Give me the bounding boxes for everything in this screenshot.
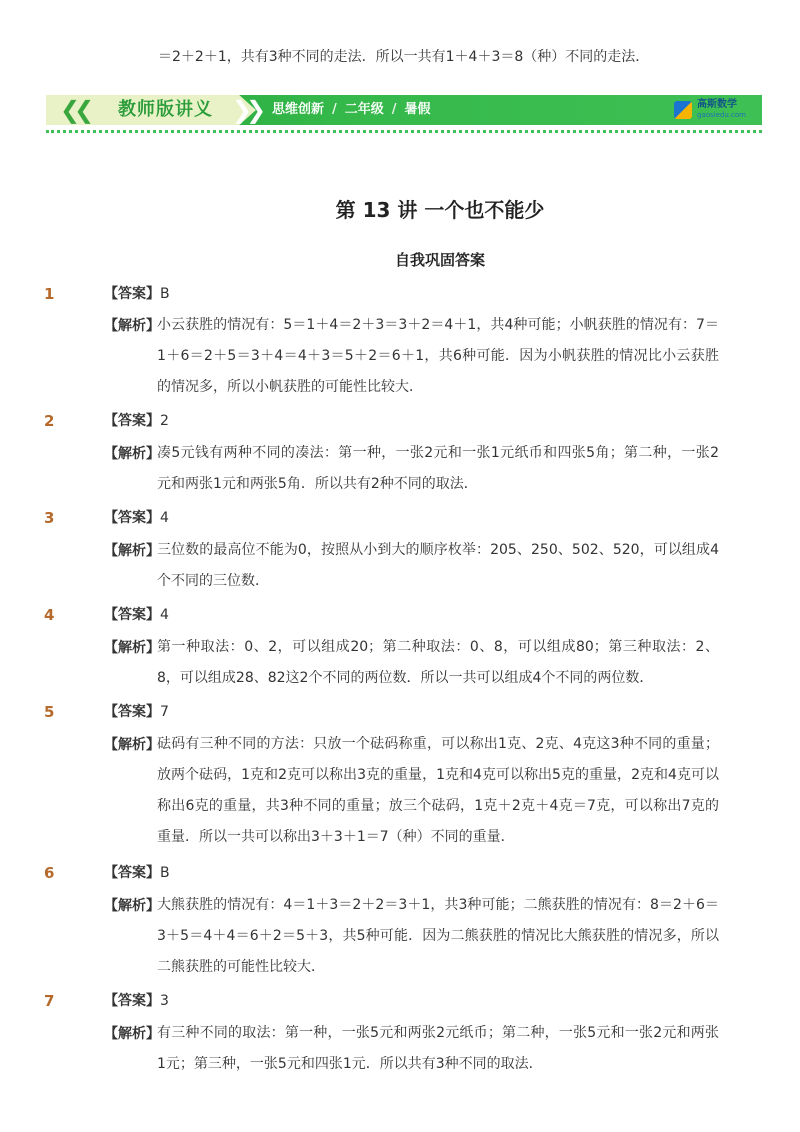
logo-url: gaosiedu.com xyxy=(697,111,746,119)
answer-tag: 【答案】 xyxy=(104,607,160,623)
header-banner xyxy=(46,95,762,125)
breadcrumb-separator: / xyxy=(391,102,397,117)
explain-tag: 【解析】 xyxy=(104,737,160,753)
answer-line xyxy=(104,604,169,626)
answer-tag: 【答案】 xyxy=(104,993,160,1009)
answer-value: 4 xyxy=(160,607,169,623)
answer-value: 3 xyxy=(160,993,169,1009)
answer-value: 2 xyxy=(160,413,169,429)
question-number: 7 xyxy=(44,992,55,1010)
answer-line xyxy=(104,862,170,884)
logo-icon xyxy=(674,101,692,119)
answer-tag: 【答案】 xyxy=(104,413,160,429)
answer-value: B xyxy=(160,286,170,302)
question-number: 2 xyxy=(44,412,55,430)
question-number: 1 xyxy=(44,285,55,303)
answer-tag: 【答案】 xyxy=(104,704,160,720)
answer-tag: 【答案】 xyxy=(104,510,160,526)
explain-text: 大熊获胜的情况有：4＝1＋3＝2＋2＝3＋1，共3种可能；二熊获胜的情况有：8＝2＋6＝3＋5＝4＋4＝6＋2＝5＋3，共5种可能．因为二熊获胜的情况比大熊获胜的情况多，所以二熊获胜的可能性比较大． xyxy=(157,897,719,975)
explain-tag: 【解析】 xyxy=(104,1026,160,1042)
breadcrumb xyxy=(272,101,431,119)
question-number: 3 xyxy=(44,509,55,527)
section-title: 自我巩固答案 xyxy=(394,251,485,269)
question-number: 6 xyxy=(44,864,55,882)
double-chevron-right-icon: ❯❯ xyxy=(232,96,261,124)
lecture-title: 第 13 讲 一个也不能少 xyxy=(335,198,545,222)
breadcrumb-item: 思维创新 xyxy=(272,102,325,117)
header-divider xyxy=(46,130,762,133)
previous-page-continuation: ＝2＋2＋1，共有3种不同的走法．所以一共有1＋4＋3＝8（种）不同的走法． xyxy=(158,49,650,65)
answer-line xyxy=(104,507,169,529)
explain-text: 第一种取法：0、2，可以组成20；第二种取法：0、8，可以组成80；第三种取法：2、8，可以组成28、82这2个不同的两位数．所以一共可以组成4个不同的两位数． xyxy=(157,639,719,686)
answer-tag: 【答案】 xyxy=(104,865,160,881)
explain-tag: 【解析】 xyxy=(104,318,160,334)
explain-tag: 【解析】 xyxy=(104,446,160,462)
double-chevron-left-icon: ❮❮ xyxy=(60,96,89,124)
question-number: 4 xyxy=(44,606,55,624)
explain-tag: 【解析】 xyxy=(104,640,160,656)
explain-text: 三位数的最高位不能为0，按照从小到大的顺序枚举：205、250、502、520，可以组成4个不同的三位数． xyxy=(157,542,719,589)
answer-line xyxy=(104,701,169,723)
explain-text: 有三种不同的取法：第一种，一张5元和两张2元纸币；第二种，一张5元和一张2元和两张1元；第三种，一张5元和四张1元．所以共有3种不同的取法． xyxy=(157,1025,719,1072)
question-number: 5 xyxy=(44,703,55,721)
answer-value: 7 xyxy=(160,704,169,720)
banner-title: 教师版讲义 xyxy=(118,99,213,120)
explain-text: 砝码有三种不同的方法：只放一个砝码称重，可以称出1克、2克、4克这3种不同的重量；放两个砝码，1克和2克可以称出3克的重量，1克和4克可以称出5克的重量，2克和4克可以称出6克的重量，共3种不同的重量；放三个砝码，1克＋2克＋4克＝7克，可以称出7克的重量．所以一共可以称出3＋3＋1＝7（种）不同的重量． xyxy=(157,736,719,845)
answer-line xyxy=(104,990,169,1012)
answer-value: B xyxy=(160,865,170,881)
breadcrumb-item: 暑假 xyxy=(404,102,431,117)
answer-tag: 【答案】 xyxy=(104,286,160,302)
explain-tag: 【解析】 xyxy=(104,898,160,914)
answer-line xyxy=(104,410,169,432)
explain-tag: 【解析】 xyxy=(104,543,160,559)
breadcrumb-separator: / xyxy=(332,102,337,117)
logo-name: 高斯数学 xyxy=(697,99,738,110)
explain-text: 小云获胜的情况有：5＝1＋4＝2＋3＝3＋2＝4＋1，共4种可能；小帆获胜的情况有：7＝1＋6＝2＋5＝3＋4＝4＋3＝5＋2＝6＋1，共6种可能．因为小帆获胜的情况比小云获胜的情况多，所以小帆获胜的可能性比较大． xyxy=(157,317,719,395)
answer-value: 4 xyxy=(160,510,169,526)
brand-logo xyxy=(674,98,746,122)
explain-text: 凑5元钱有两种不同的凑法：第一种，一张2元和一张1元纸币和四张5角；第二种，一张2元和两张1元和两张5角．所以共有2种不同的取法． xyxy=(157,445,719,492)
answer-line xyxy=(104,283,170,305)
breadcrumb-item: 二年级 xyxy=(344,102,384,117)
